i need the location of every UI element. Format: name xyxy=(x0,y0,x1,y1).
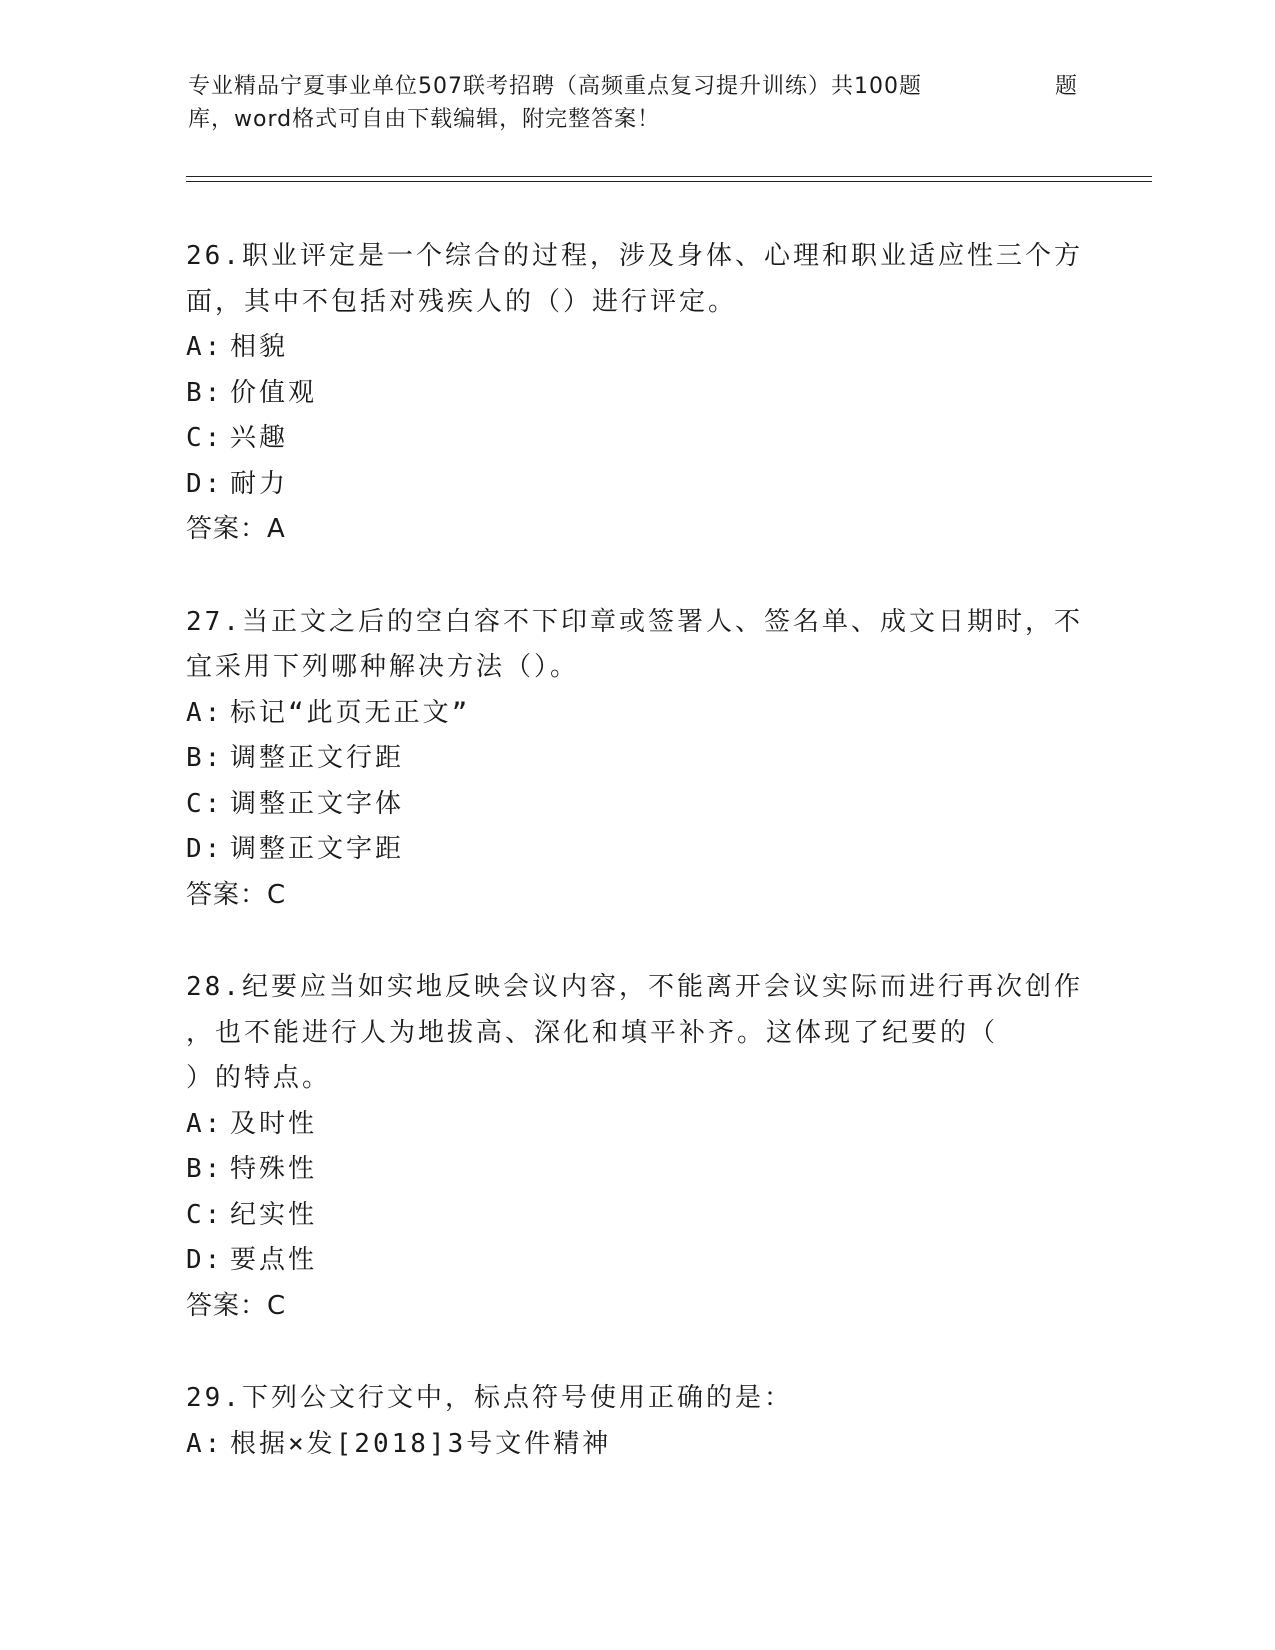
option-a xyxy=(186,691,1086,737)
question-27 xyxy=(186,600,1086,919)
option-text: 根据×发[2018]3号文件精神 xyxy=(230,1428,612,1459)
question-stem-line: 27.当正文之后的空白容不下印章或签署人、签名单、成文日期时，不 xyxy=(186,606,1083,637)
option-c xyxy=(186,782,1086,828)
header-line-1 xyxy=(188,70,1078,103)
option-c xyxy=(186,1193,1086,1239)
option-text: 调整正文字体 xyxy=(230,788,405,819)
answer-line: 答案：C xyxy=(186,1290,287,1321)
option-key: C: xyxy=(186,1199,224,1230)
option-text: 兴趣 xyxy=(230,423,289,453)
option-c xyxy=(186,416,1086,462)
option-text: 要点性 xyxy=(230,1245,318,1275)
option-text: 纪实性 xyxy=(230,1199,318,1230)
option-text: 相貌 xyxy=(230,332,289,362)
option-key: B: xyxy=(186,743,224,773)
option-text: 价值观 xyxy=(230,377,318,408)
question-stem-line: 宜采用下列哪种解决方法（）。 xyxy=(186,652,580,682)
question-stem-line: 26.职业评定是一个综合的过程，涉及身体、心理和职业适应性三个方 xyxy=(186,241,1083,271)
option-key: D: xyxy=(186,834,224,864)
document-header xyxy=(188,70,1078,136)
option-a xyxy=(186,1422,1086,1468)
option-key: A: xyxy=(186,697,224,728)
header-line-2: 库，word格式可自由下载编辑，附完整答案！ xyxy=(188,107,661,132)
option-key: B: xyxy=(186,1154,224,1184)
option-text: 调整正文字距 xyxy=(230,834,405,864)
option-d xyxy=(186,1238,1086,1284)
question-list xyxy=(186,234,1086,1514)
option-key: D: xyxy=(186,1245,224,1275)
question-stem-line: ）的特点。 xyxy=(186,1063,332,1093)
option-text: 耐力 xyxy=(230,468,289,499)
option-text: 调整正文行距 xyxy=(230,743,405,773)
option-b xyxy=(186,371,1086,417)
header-title-text: 专业精品宁夏事业单位507联考招聘（高频重点复习提升训练）共100题 xyxy=(188,74,922,99)
option-key: C: xyxy=(186,423,224,453)
option-key: D: xyxy=(186,468,224,499)
header-title-wrap-char: 题 xyxy=(1054,74,1078,99)
question-stem-line: ，也不能进行人为地拔高、深化和填平补齐。这体现了纪要的（ xyxy=(186,1017,999,1048)
option-a xyxy=(186,325,1086,371)
question-stem-line: 29.下列公文行文中，标点符号使用正确的是： xyxy=(186,1383,793,1413)
option-text: 标记“此页无正文” xyxy=(230,697,471,728)
header-rule-bottom xyxy=(186,181,1152,182)
option-key: A: xyxy=(186,1108,224,1139)
question-26 xyxy=(186,234,1086,553)
option-d xyxy=(186,462,1086,508)
option-key: A: xyxy=(186,332,224,362)
answer-line: 答案：C xyxy=(186,879,287,910)
header-rule-top xyxy=(186,176,1152,177)
option-key: A: xyxy=(186,1428,224,1459)
question-stem-line: 面，其中不包括对残疾人的（）进行评定。 xyxy=(186,286,738,317)
question-29 xyxy=(186,1376,1086,1467)
option-b xyxy=(186,736,1086,782)
answer-line: 答案：A xyxy=(186,514,286,544)
option-key: C: xyxy=(186,788,224,819)
question-stem-line: 28.纪要应当如实地反映会议内容，不能离开会议实际而进行再次创作 xyxy=(186,972,1083,1002)
option-a xyxy=(186,1102,1086,1148)
option-b xyxy=(186,1147,1086,1193)
option-text: 及时性 xyxy=(230,1108,318,1139)
option-key: B: xyxy=(186,377,224,408)
question-28 xyxy=(186,965,1086,1329)
option-text: 特殊性 xyxy=(230,1154,318,1184)
option-d xyxy=(186,827,1086,873)
